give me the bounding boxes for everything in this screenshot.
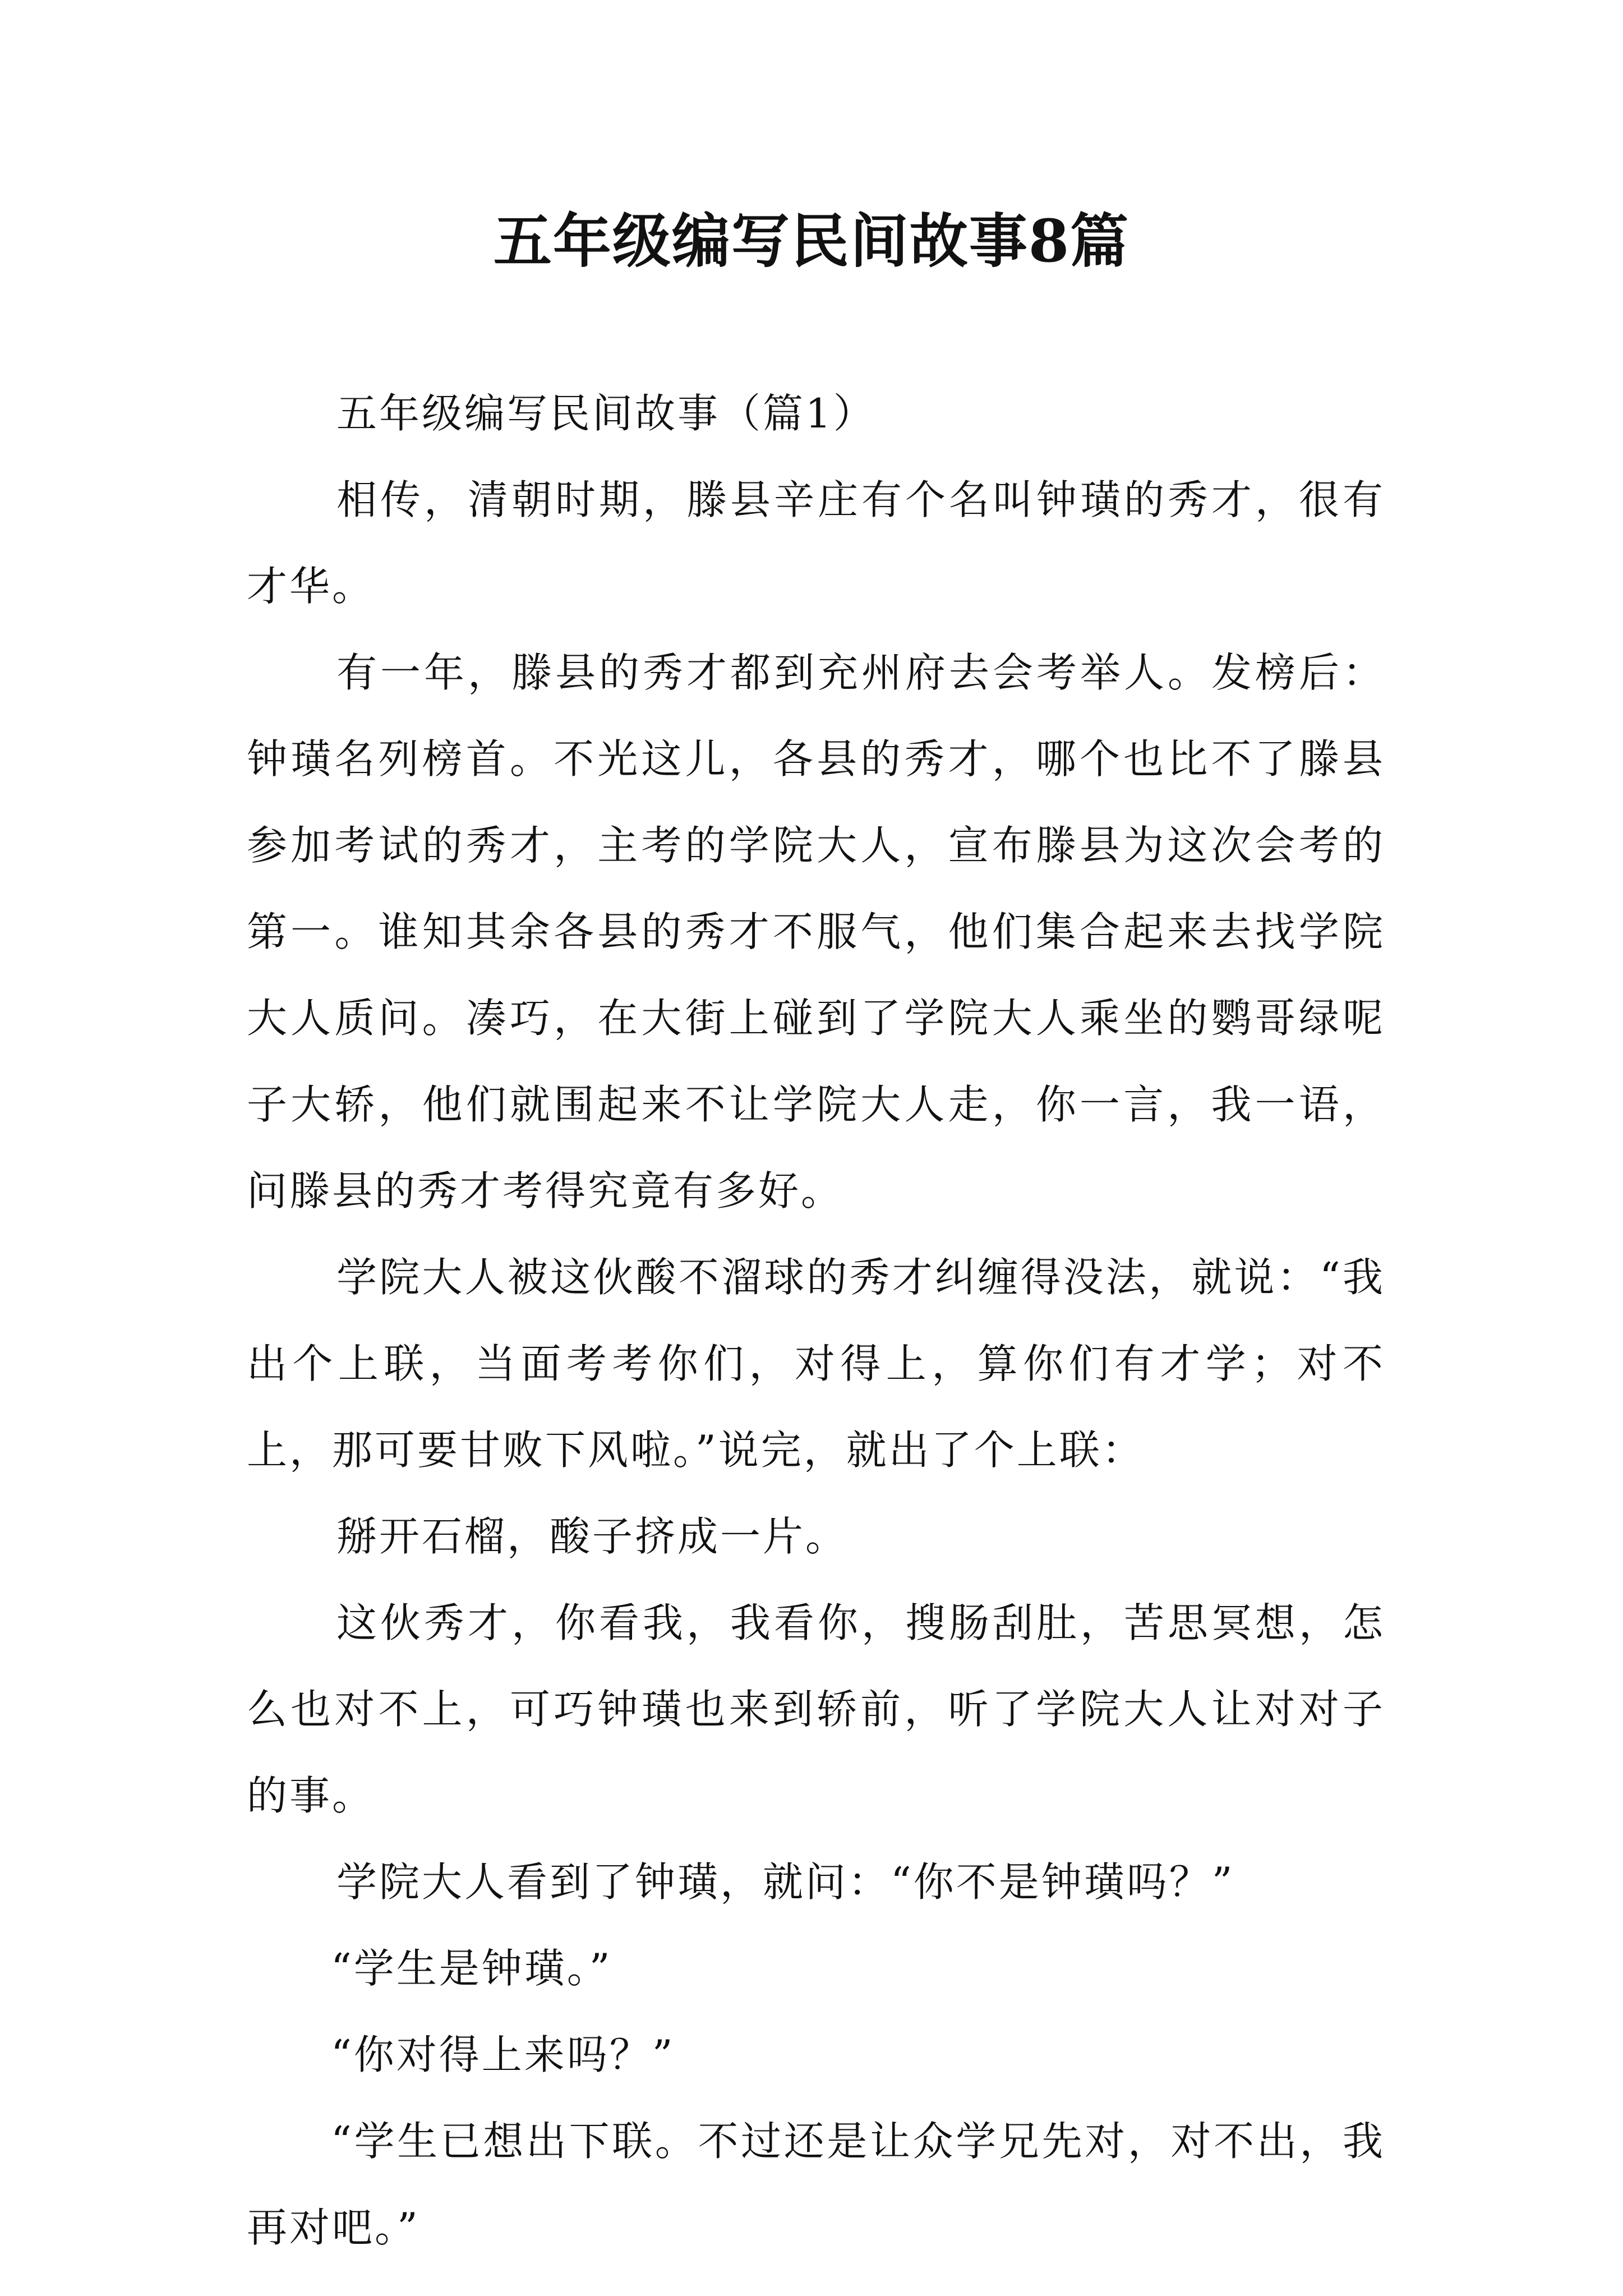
dialogue-line: “学生已想出下联。不过还是让众学兄先对，对不出，我再对吧。” bbox=[247, 2118, 1385, 2251]
paragraph: 相传，清朝时期，滕县辛庄有个名叫钟璜的秀才，很有才华。 bbox=[247, 476, 1385, 610]
page-title: 五年级编写民间故事8篇 bbox=[493, 206, 1130, 275]
paragraph: 学院大人被这伙酸不溜球的秀才纠缠得没法，就说：“我出个上联，当面考考你们，对得上，算你们有才学；对不上，那可要甘败下风啦。”说完，就出了个上联： bbox=[247, 1254, 1385, 1474]
dialogue-line: “学生是钟璜。” bbox=[331, 1945, 612, 1992]
section-heading: 五年级编写民间故事（篇1） bbox=[336, 390, 876, 437]
document-body bbox=[247, 370, 1385, 2271]
paragraph: 学院大人看到了钟璜，就问：“你不是钟璜吗？” bbox=[336, 1858, 1235, 1906]
dialogue-line: “你对得上来吗？” bbox=[331, 2031, 675, 2078]
paragraph: 掰开石榴，酸子挤成一片。 bbox=[336, 1513, 849, 1560]
paragraph: 有一年，滕县的秀才都到充州府去会考举人。发榜后：钟璜名列榜首。不光这儿，各县的秀才，哪个也比不了滕县参加考试的秀才，主考的学院大人，宣布滕县为这次会考的第一。谁知其余各县的秀才不服气，他们集合起来去找学院大人质问。凑巧，在大街上碰到了学院大人乘坐的鹦哥绿呢子大轿，他们就围起来不让学院大人走，你一言，我一语，问滕县的秀才考得究竟有多好。 bbox=[247, 649, 1385, 1214]
paragraph: 这伙秀才，你看我，我看你，搜肠刮肚，苦思冥想，怎么也对不上，可巧钟璜也来到轿前，听了学院大人让对对子的事。 bbox=[247, 1599, 1385, 1819]
